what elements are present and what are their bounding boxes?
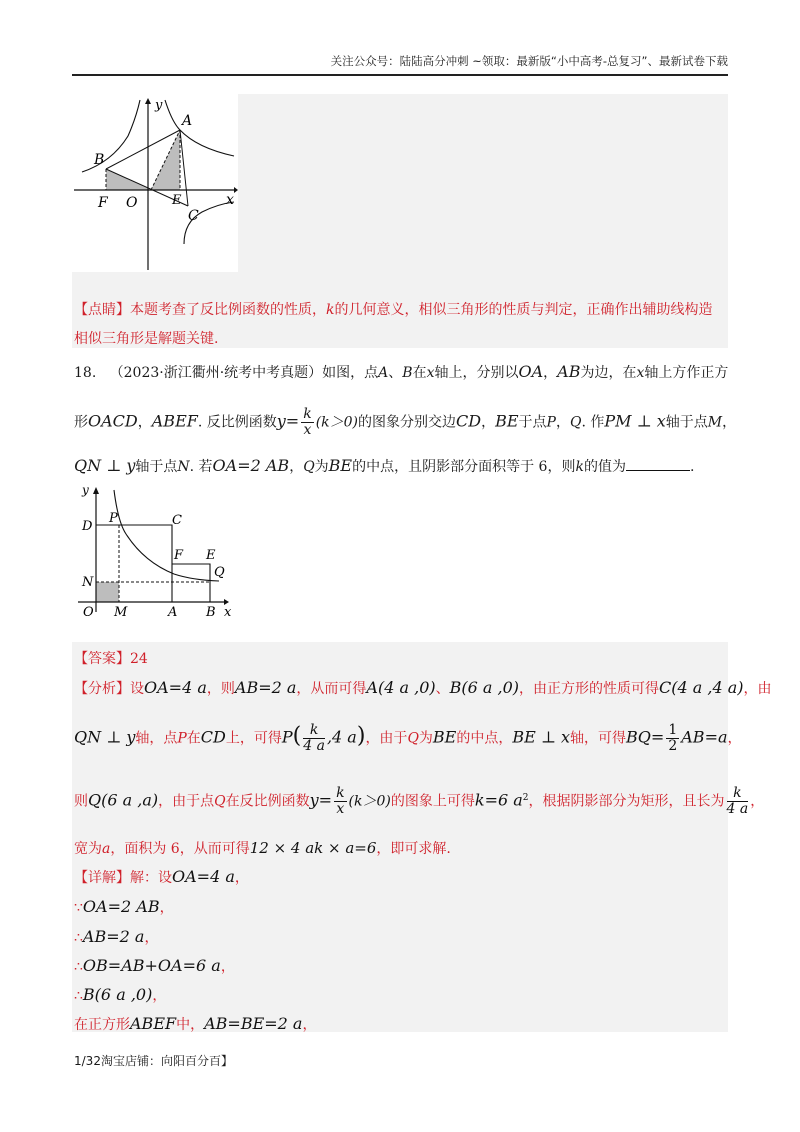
figure1-label-f: F (98, 195, 108, 211)
analysis-line-4: 宽为a，面积为 6，从而可得12 × 4 ak × a=6，即可求解. (74, 839, 451, 857)
detail-line-1: 【详解】解：设OA=4 a， (74, 867, 249, 886)
figure2-shaded-rect (96, 582, 119, 602)
answer-tag: 【答案】 (74, 651, 130, 667)
answer-value: 24 (130, 651, 148, 667)
figure2-label-a: A (168, 605, 178, 620)
figure2-label-n: N (82, 575, 94, 590)
figure2-label-d: D (82, 519, 93, 534)
figure2-label-c: C (172, 513, 182, 528)
detail-line-3: ∴AB=2 a， (74, 927, 159, 946)
figure1-label-y: y (155, 98, 163, 113)
figure1-label-x: x (226, 192, 234, 208)
analysis-fraction-k-over-x: $\frac{k}{x}$ (336, 785, 345, 817)
analysis-line-3: 则Q(6 a ,a)，由于点Q在反比例函数y= $\frac{k}{x}$ (k＞0)的图象上可得k=6 $a^2$，根据阴影部分为矩形，且长为 $\frac{k}{4 a}$ ， (74, 785, 765, 817)
analysis-line-1: 【分析】设OA=4 a，则AB=2 a，从而可得A(4 a ,0)、B(6 a ,0)，由正方形的性质可得C(4 a ,4 a)，由 (74, 678, 772, 697)
analysis-fraction-half: $\frac{1}{2}$ (668, 722, 678, 754)
figure2-hyperbola (114, 490, 219, 581)
figure2-square-abef (172, 564, 210, 602)
figure2-y-arrow (93, 487, 99, 494)
figure2-label-x: x (224, 605, 232, 620)
header-text: 关注公众号：陆陆高分冲刺 ~领取：最新版“小中高考-总复习”、最新试卷下载 (330, 54, 728, 68)
page-header (72, 52, 728, 76)
answer-line (74, 648, 726, 668)
q18-line-2: 形OACD，ABEF. 反比例函数y= $\frac{k}{x}$ (k＞0)的图象分别交边CD，BE于点P，Q. 作PM ⊥ x轴于点M， (74, 406, 737, 438)
q18-line-1: 18. （2023·浙江衢州·统考中考真题）如图，点A、B在x轴上，分别以OA，AB为边，在x轴上方作正方 (74, 362, 729, 381)
analysis-tag: 【分析】 (74, 681, 130, 697)
detail-line-6: 在正方形ABEF中，AB=BE=2 a， (74, 1014, 317, 1033)
q18-fraction-k-over-x: $\frac{k}{x}$ (303, 406, 312, 438)
figure2-label-m: M (114, 605, 128, 620)
detail-line-4: ∴OB=AB+OA=6 a， (74, 956, 235, 975)
figure2-diagram (74, 482, 244, 620)
figure2-label-p: P (109, 511, 118, 526)
note-line-1: 【点睛】本题考查了反比例函数的性质，k的几何意义，相似三角形的性质与判定，正确作出辅助线构造 (74, 302, 713, 318)
figure2-label-e: E (206, 548, 216, 563)
figure2-label-y: y (82, 483, 89, 497)
note-tag: 【点睛】 (74, 302, 130, 318)
answer-blank (626, 458, 690, 471)
footer-text: 1/32淘宝店铺：向阳百分百】 (74, 1054, 233, 1068)
figure1-label-c: C (188, 208, 199, 224)
figure2-label-b: B (206, 605, 216, 620)
note-line-2: 相似三角形是解题关键. (74, 331, 219, 347)
detail-line-2: ∵OA=2 AB， (74, 897, 174, 916)
analysis-fraction-k-over-4a-2: $\frac{k}{4 a}$ (726, 785, 749, 817)
analysis-line-2: QN ⊥ y轴，点P在CD上，可得P( $\frac{k}{4 a}$ ,4 a)，由于Q为BE的中点，BE ⊥ x轴，可得BQ= $\frac{1}{2}$ AB=a， (74, 722, 742, 754)
figure1-label-b: B (94, 152, 105, 168)
q18-number: 18. (74, 365, 97, 381)
figure2-label-q: Q (214, 565, 225, 580)
analysis-fraction-k-over-4a: $\frac{k}{4 a}$ (303, 722, 325, 754)
figure1-label-o: O (126, 195, 138, 211)
figure1-diagram (72, 94, 238, 272)
page-footer (74, 1052, 233, 1069)
figure2-label-o: O (83, 605, 94, 620)
figure1-label-a: A (182, 113, 193, 129)
detail-tag: 【详解】 (74, 870, 130, 886)
figure1-label-e: E (172, 193, 182, 208)
q18-line-3: QN ⊥ y轴于点N. 若OA=2 AB，Q为BE的中点，且阴影部分面积等于 6，则k的值为 . (74, 456, 695, 475)
detail-line-5: ∴B(6 a ,0)， (74, 985, 167, 1004)
figure2-label-f: F (174, 548, 184, 563)
